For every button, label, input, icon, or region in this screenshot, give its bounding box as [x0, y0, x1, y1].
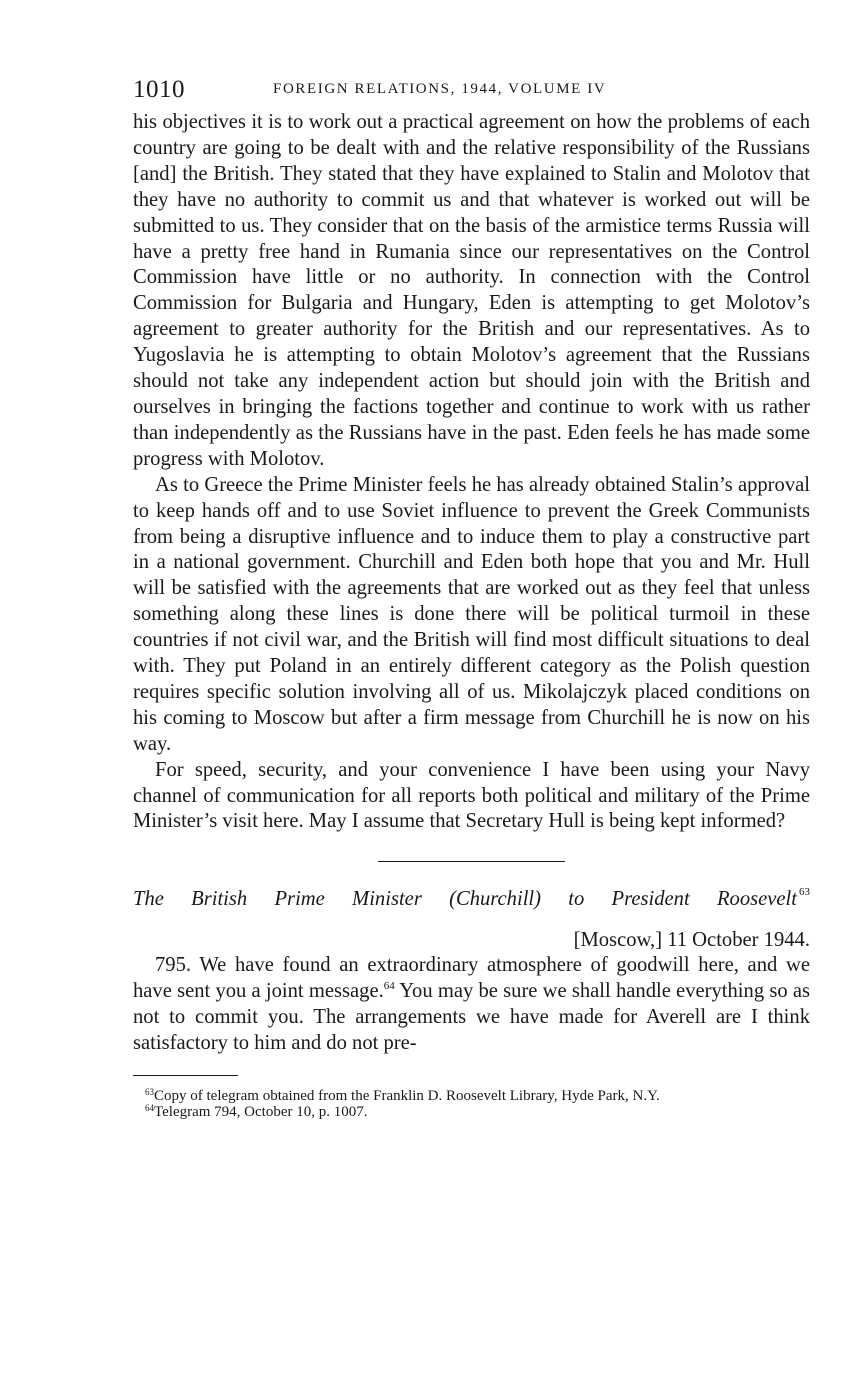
page-number: 1010: [133, 76, 185, 103]
paragraph-continuation: his objectives it is to work out a practical agreement on how the problems of each country are going to be dealt with and the relative responsibility of the Russians [and] the British. They stated that they have explained to Stalin and Molotov that they have no authority to commit us and that whatever is worked out will be submitted to us. They consider that on the basis of the armistice terms Russia will have a pretty free hand in Rumania since our representatives on the Control Commission have little or no authority. In connection with the Control Commission for Bulgaria and Hungary, Eden is attempting to get Molotov’s agreement to greater authority for the British and our representatives. As to Yugoslavia he is attempting to obtain Molotov’s agreement that the Russians should not take any independent action but should join with the British and ourselves in bringing the factions together and continue to work with us rather than independently as the Russians have in the past. Eden feels he has made some progress with Molotov.: [133, 111, 810, 470]
document-heading: [133, 881, 810, 912]
telegram-paragraph: [133, 953, 810, 1057]
document-heading-text: The British Prime Minister (Churchill) to President Roosevelt: [133, 888, 797, 911]
running-header: [133, 70, 810, 110]
footnote-ref-64: 64: [383, 980, 395, 993]
footnote-ref-63: 63: [799, 886, 810, 899]
footnote-divider: [133, 1075, 238, 1076]
section-divider: [378, 861, 565, 862]
footnote-text: Copy of telegram obtained from the Franklin D. Roosevelt Library, Hyde Park, N.Y.: [154, 1087, 660, 1104]
paragraph-greece: As to Greece the Prime Minister feels he has already obtained Stalin’s approval to keep hands off and to use Soviet influence to prevent the Greek Communists from being a disruptive influence and to induce them to play a constructive part in a national government. Churchill and Eden both hope that you and Mr. Hull will be satisfied with the agreements that are worked out as they feel that unless something along these lines is done there will be political turmoil in these countries if not civil war, and the British will find most difficult situations to deal with. They put Poland in an entirely different category as the Polish question requires specific solution involving all of us. Mikolajczyk placed conditions on his coming to Moscow but after a firm message from Churchill he is now on his way.: [133, 473, 810, 755]
footnote-marker: 63: [145, 1086, 154, 1097]
footnote-text: Telegram 794, October 10, p. 1007.: [154, 1103, 368, 1120]
telegram-text-start: 795. We have found an extraordinary atmosphere of goodwill here, and we have sent you a joint message.: [133, 954, 810, 1003]
telegram-text-end: You may be sure we shall handle everything so as not to commit you. The arrangements we have made for Averell are I think satisfactory to him and do not pre-: [133, 980, 810, 1054]
paragraph-navy-channel: For speed, security, and your convenience I have been using your Navy channel of communication for all reports both political and military of the Prime Minister’s visit here. May I assume that Secretary Hull is being kept informed?: [133, 758, 810, 833]
document-page: [133, 70, 810, 1120]
footnote-64: [133, 1104, 810, 1120]
footnote-63: [133, 1088, 810, 1104]
footnote-marker: 64: [145, 1102, 154, 1113]
footnotes: [133, 1088, 810, 1120]
running-title: FOREIGN RELATIONS, 1944, VOLUME IV: [273, 81, 607, 97]
dateline: [Moscow,] 11 October 1944.: [573, 929, 810, 952]
